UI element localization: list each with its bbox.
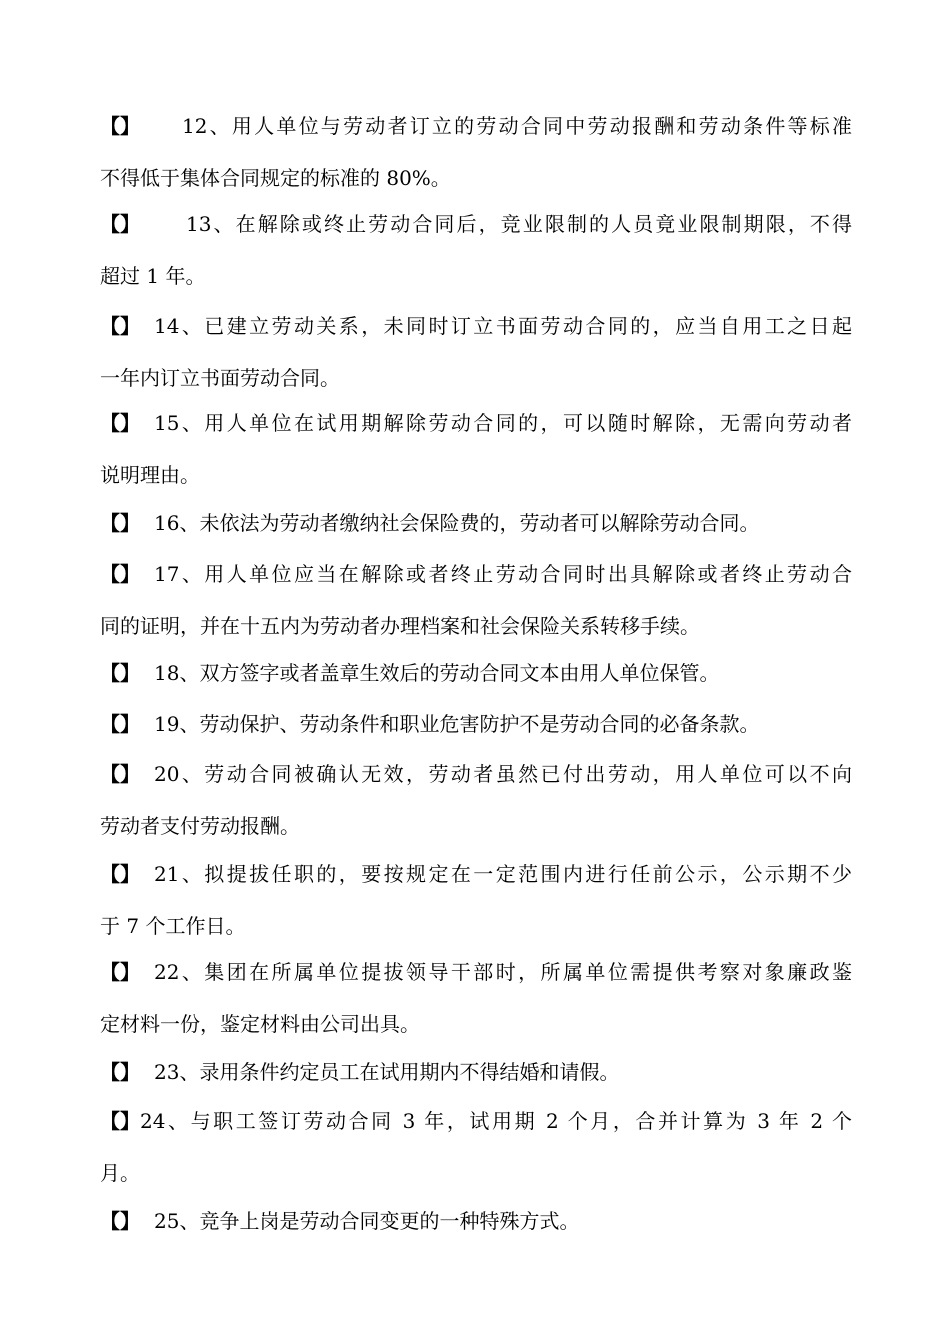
question-14: [100, 300, 852, 404]
answer-bracket[interactable]: 【】: [100, 511, 140, 535]
question-24-line-1: 【】24、与职工签订劳动合同 3 年，试用期 2 个月，合并计算为 3 年 2 个: [100, 1095, 852, 1147]
question-17: [100, 548, 852, 652]
question-13-line-1: 【】 13、在解除或终止劳动合同后，竞业限制的人员竟业限制期限，不得: [100, 198, 852, 250]
question-20: [100, 748, 852, 852]
question-15: [100, 397, 852, 501]
question-15-line-2: 说明理由。: [100, 463, 200, 487]
question-24-line-2: 月。: [100, 1161, 140, 1185]
question-21-line-2: 于 7 个工作日。: [100, 914, 246, 938]
question-16-line-1: 【】 16、未依法为劳动者缴纳社会保险费的，劳动者可以解除劳动合同。: [100, 497, 852, 549]
question-25-line-1: 【】 25、竞争上岗是劳动合同变更的一种特殊方式。: [100, 1195, 852, 1247]
question-24: [100, 1095, 852, 1199]
question-20-line-1: 【】 20、劳动合同被确认无效，劳动者虽然已付出劳动，用人单位可以不向: [100, 748, 852, 800]
answer-bracket[interactable]: 【】: [100, 411, 140, 435]
question-12: [100, 100, 852, 204]
answer-bracket[interactable]: 【】: [100, 762, 140, 786]
question-19-line-1: 【】 19、劳动保护、劳动条件和职业危害防护不是劳动合同的必备条款。: [100, 698, 852, 750]
question-20-line-2: 劳动者支付劳动报酬。: [100, 814, 300, 838]
question-14-line-2: 一年内订立书面劳动合同。: [100, 366, 340, 390]
question-12-line-2: 不得低于集体合同规定的标准的 80%。: [100, 166, 451, 190]
answer-bracket[interactable]: 【】: [100, 712, 140, 736]
answer-bracket[interactable]: 【】: [100, 1060, 140, 1084]
question-23: [100, 1046, 852, 1098]
question-25: [100, 1195, 852, 1247]
question-14-line-1: 【】 14、已建立劳动关系，未同时订立书面劳动合同的，应当自用工之日起: [100, 300, 852, 352]
question-22: [100, 946, 852, 1050]
question-17-line-2: 同的证明，并在十五内为劳动者办理档案和社会保险关系转移手续。: [100, 614, 700, 638]
answer-bracket[interactable]: 【】: [100, 1209, 140, 1233]
answer-bracket[interactable]: 【】: [100, 960, 140, 984]
question-22-line-1: 【】 22、集团在所属单位提拔领导干部时，所属单位需提供考察对象廉政鉴: [100, 946, 852, 998]
question-13: [100, 198, 852, 302]
question-19: [100, 698, 852, 750]
question-12-line-1: 【】 12、用人单位与劳动者订立的劳动合同中劳动报酬和劳动条件等标准: [100, 100, 852, 152]
question-18: [100, 647, 852, 699]
answer-bracket[interactable]: 【】: [100, 862, 140, 886]
question-22-line-2: 定材料一份，鉴定材料由公司出具。: [100, 1012, 420, 1036]
question-17-line-1: 【】 17、用人单位应当在解除或者终止劳动合同时出具解除或者终止劳动合: [100, 548, 852, 600]
question-21: [100, 848, 852, 952]
question-13-line-2: 超过 1 年。: [100, 264, 206, 288]
answer-bracket[interactable]: 【】: [100, 562, 140, 586]
question-23-line-1: 【】 23、录用条件约定员工在试用期内不得结婚和请假。: [100, 1046, 852, 1098]
answer-bracket[interactable]: 【】: [100, 661, 140, 685]
answer-bracket[interactable]: 【】: [100, 1109, 140, 1133]
answer-bracket[interactable]: 【】: [100, 314, 140, 338]
question-15-line-1: 【】 15、用人单位在试用期解除劳动合同的，可以随时解除，无需向劳动者: [100, 397, 852, 449]
question-21-line-1: 【】 21、拟提拔任职的，要按规定在一定范围内进行任前公示，公示期不少: [100, 848, 852, 900]
question-18-line-1: 【】 18、双方签字或者盖章生效后的劳动合同文本由用人单位保管。: [100, 647, 852, 699]
answer-bracket[interactable]: 【】: [100, 212, 140, 236]
question-16: [100, 497, 852, 549]
answer-bracket[interactable]: 【】: [100, 114, 140, 138]
